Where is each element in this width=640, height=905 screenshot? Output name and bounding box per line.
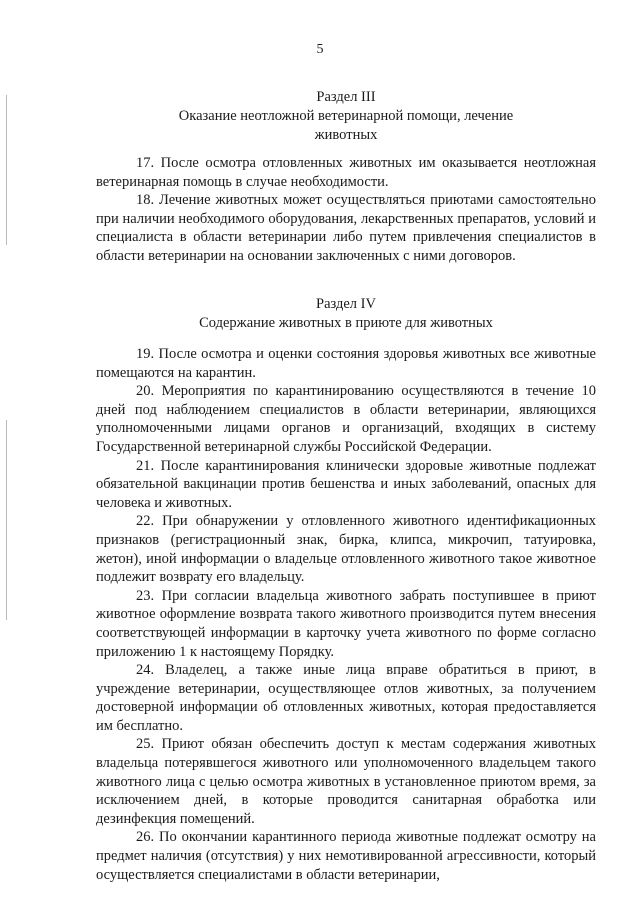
section-3-body [96,154,596,266]
section-3-heading [96,88,596,145]
section-4-body [96,345,596,884]
paragraph-20: 20. Мероприятия по карантинированию осуществляются в течение 10 дней под наблюдением специалистов в области ветеринарии, являющихся уполномоченными лицами органов и организаций, входящих в систему Государственной ветеринарной службы Российской Федерации. [96,383,596,455]
paragraph-23: 23. При согласии владельца животного забрать поступившее в приют животное оформление возврата такого животного производится путем внесения соответствующей информации в карточку учета животного по форме согласно приложению 1 к настоящему Порядку. [96,587,596,660]
section-subtitle-line: животных [314,127,378,143]
paragraph-21: 21. После карантинирования клинически здоровые животные подлежат обязательной вакцинации против бешенства и иных заболеваний, опасных для человека и животных. [96,457,596,511]
section-subtitle-line: Оказание неотложной ветеринарной помощи, лечение [178,108,514,124]
paragraph-26: 26. По окончании карантинного периода животные подлежат осмотру на предмет наличия (отсутствия) у них немотивированной агрессивности, который осуществляется специалистами в области ветеринарии, [96,829,596,883]
section-title: Раздел III [316,89,376,105]
scan-margin-mark [6,420,7,620]
page-number: 5 [316,42,324,57]
section-title: Раздел IV [316,296,376,312]
paragraph-25: 25. Приют обязан обеспечить доступ к местам содержания животных владельца потерявшегося животного или уполномоченного владельцем такого животного лица с целью осмотра животных в установленное приютом время, за исключением дней, в которые проводится санитарная обработка или дезинфекция помещений. [96,736,596,827]
paragraph-24: 24. Владелец, а также иные лица вправе обратиться в приют, в учреждение ветеринарии, осуществляющее отлов животных, за получением достоверной информации об отловленных животных, которая предоставляется им бесплатно. [96,662,596,734]
scan-margin-mark [6,95,7,245]
paragraph-22: 22. При обнаружении у отловленного животного идентификационных признаков (регистрационный знак, бирка, клипса, микрочип, татуировка, жетон), иной информации о владельце отловленного животного такое животное подлежит возврату его владельцу. [96,513,596,586]
section-subtitle-line: Содержание животных в приюте для животных [199,315,493,331]
paragraph-18: 18. Лечение животных может осуществляться приютами самостоятельно при наличии необходимого оборудования, лекарственных препаратов, условий и специалиста в области ветеринарии либо путем привлечения специалистов в области ветеринарии на основании заключенных с ними договоров. [96,192,596,264]
section-4-heading [96,295,596,333]
paragraph-19: 19. После осмотра и оценки состояния здоровья животных все животные помещаются на карантин. [96,346,596,381]
paragraph-17: 17. После осмотра отловленных животных им оказывается неотложная ветеринарная помощь в случае необходимости. [96,155,596,190]
